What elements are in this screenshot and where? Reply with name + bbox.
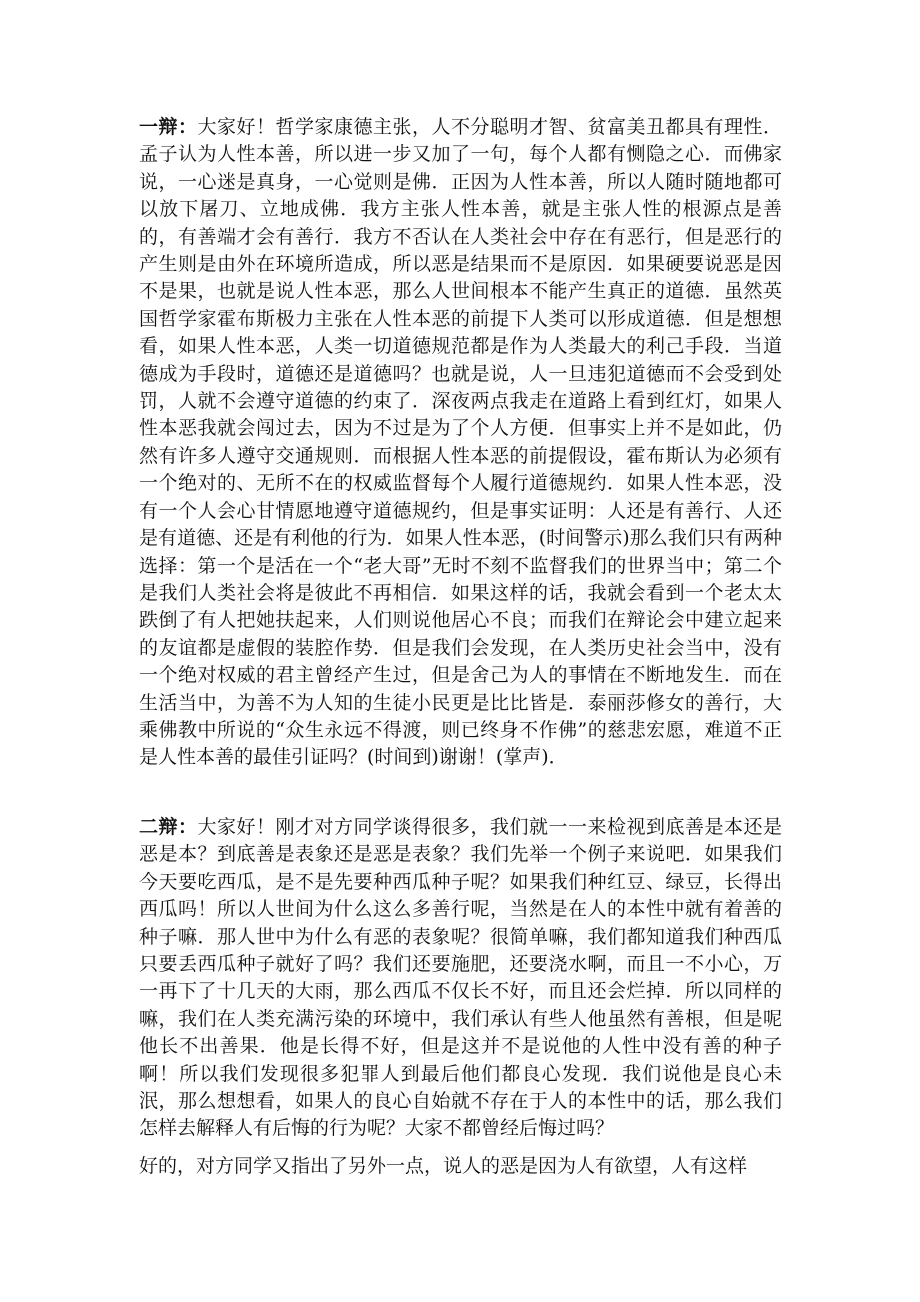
speaker-label: 一辩： — [139, 116, 198, 138]
paragraph-text: 好的，对方同学又指出了另外一点，说人的恶是因为人有欲望，人有这样 — [139, 1155, 748, 1177]
second-speaker-paragraph — [139, 814, 782, 1143]
paragraph-text: 大家好！刚才对方同学谈得很多，我们就一一来检视到底善是本还是恶是本？到底善是表象还是恶是表象？我们先举一个例子来说吧．如果我们今天要吃西瓜，是不是先要种西瓜种子呢？如果我们种红豆、绿豆，长得出西瓜吗！所以人世间为什么这么多善行呢，当然是在人的本性中就有着善的种子嘛．那人世中为什么有恶的表象呢？很简单嘛，我们都知道我们种西瓜只要丢西瓜种子就好了吗？我们还要施肥，还要浇水啊，而且一不小心，万一再下了十几天的大雨，那么西瓜不仅长不好，而且还会烂掉．所以同样的嘛，我们在人类充满污染的环境中，我们承认有些人他虽然有善根，但是呢他长不出善果．他是长得不好，但是这并不是说他的人性中没有善的种子啊！所以我们发现很多犯罪人到最后他们都良心发现．我们说他是良心未泯，那么想想看，如果人的良心自始就不存在于人的本性中的话，那么我们怎样去解释人有后悔的行为呢？大家不都曾经后悔过吗？ — [139, 816, 782, 1140]
first-speaker-paragraph — [139, 114, 782, 772]
continuation-paragraph — [139, 1153, 782, 1180]
speaker-label: 二辩： — [139, 816, 198, 838]
paragraph-text: 大家好！哲学家康德主张，人不分聪明才智、贫富美丑都具有理性．孟子认为人性本善，所以进一步又加了一句，每个人都有恻隐之心．而佛家说，一心迷是真身，一心觉则是佛．正因为人性本善，所以人随时随地都可以放下屠刀、立地成佛．我方主张人性本善，就是主张人性的根源点是善的，有善端才会有善行．我方不否认在人类社会中存在有恶行，但是恶行的产生则是由外在环境所造成，所以恶是结果而不是原因．如果硬要说恶是因不是果，也就是说人性本恶，那么人世间根本不能产生真正的道德．虽然英国哲学家霍布斯极力主张在人性本恶的前提下人类可以形成道德．但是想想看，如果人性本恶，人类一切道德规范都是作为人类最大的利己手段．当道德成为手段时，道德还是道德吗？也就是说，人一旦违犯道德而不会受到处罚，人就不会遵守道德的约束了．深夜两点我走在道路上看到红灯，如果人性本恶我就会闯过去，因为不过是为了个人方便．但事实上并不是如此，仍然有许多人遵守交通规则．而根据人性本恶的前提假设，霍布斯认为必须有一个绝对的、无所不在的权威监督每个人履行道德规约．如果人性本恶，没有一个人会心甘情愿地遵守道德规约，但是事实证明：人还是有善行、人还是有道德、还是有利他的行为．如果人性本恶，(时间警示)那么我们只有两种选择：第一个是活在一个“老大哥”无时不刻不监督我们的世界当中；第二个是我们人类社会将是彼此不再相信．如果这样的话，我就会看到一个老太太跌倒了有人把她扶起来，人们则说他居心不良；而我们在辩论会中建立起来的友谊都是虚假的装腔作势．但是我们会发现，在人类历史社会当中，没有一个绝对权威的君主曾经产生过，但是舍己为人的事情在不断地发生．而在生活当中，为善不为人知的生徒小民更是比比皆是．泰丽莎修女的善行，大乘佛教中所说的“众生永远不得渡，则已终身不作佛”的慈悲宏愿，难道不正是人性本善的最佳引证吗？(时间到)谢谢！(掌声)． — [139, 116, 782, 769]
